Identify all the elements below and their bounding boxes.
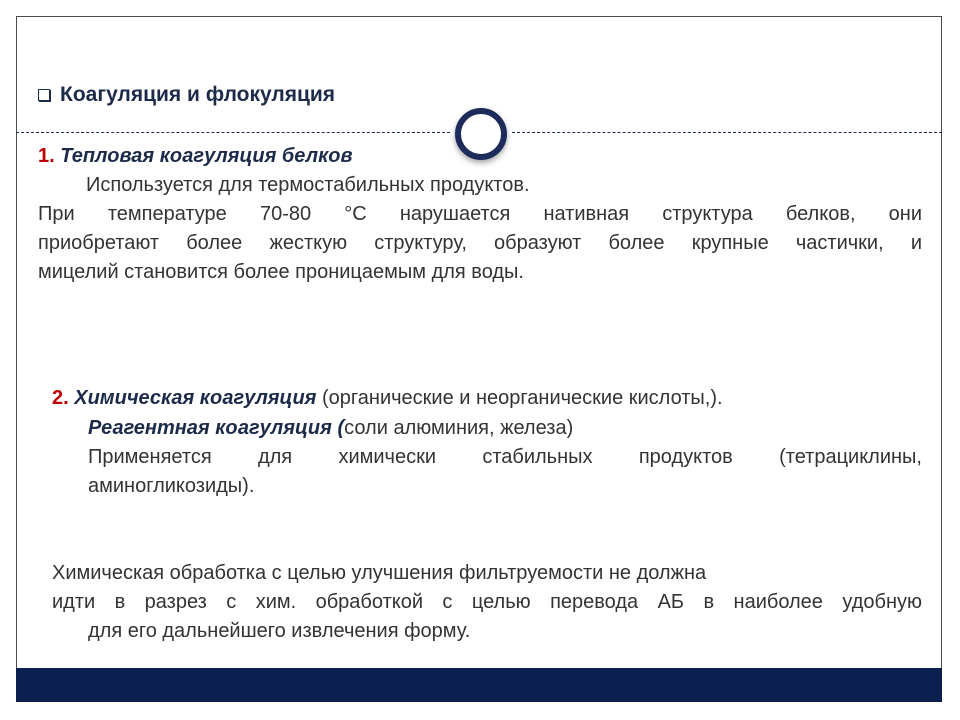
section3-line3: для его дальнейшего извлечения форму. <box>88 620 471 642</box>
slide-title-row <box>38 80 335 110</box>
section1-number: 1. <box>38 145 55 167</box>
section1-heading-line <box>38 142 353 171</box>
checkbox-bullet-icon <box>38 89 50 101</box>
section2-sub-heading: Реагентная коагуляция ( <box>88 417 345 439</box>
section2-sub-line <box>88 414 573 443</box>
divider-right <box>512 132 942 133</box>
section2-heading-line <box>52 384 723 413</box>
section2-heading-tail: (органические и неорганические кислоты,). <box>316 387 723 409</box>
ring-ornament-icon <box>455 108 507 160</box>
section3-line2: идти в разрез с хим. обработкой с целью перевода АБ в наиболее удобную <box>52 591 922 613</box>
section2-apply-line1: Применяется для химически стабильных продуктов (тетрациклины, <box>88 446 922 468</box>
slide-title: Коагуляция и флокуляция <box>60 83 336 106</box>
section2-number: 2. <box>52 387 69 409</box>
section2-sub-tail: соли алюминия, железа) <box>344 417 574 439</box>
section3-line1: Химическая обработка с целью улучшения фильтруемости не должна <box>52 562 707 584</box>
section1-para-line2: приобретают более жесткую структуру, образуют более крупные частички, и <box>38 232 922 254</box>
section2-apply-line2: аминогликозиды). <box>88 475 255 497</box>
section1-heading: Тепловая коагуляция белков <box>60 145 353 167</box>
section1-para-line3: мицелий становится более проницаемым для воды. <box>38 261 524 283</box>
section1-para-line1: При температуре 70-80 °С нарушается нативная структура белков, они <box>38 203 922 225</box>
section2-heading: Химическая коагуляция <box>74 387 317 409</box>
divider-left <box>16 132 450 133</box>
section1-usage: Используется для термостабильных продуктов. <box>86 174 530 196</box>
bottom-bar <box>16 668 942 702</box>
